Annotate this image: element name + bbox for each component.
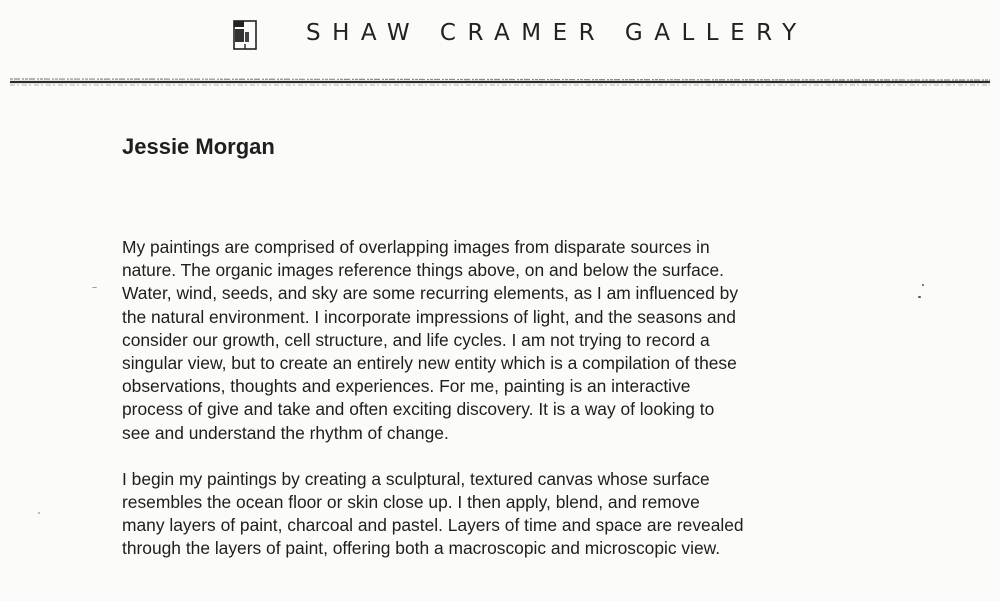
statement-paragraph [122,468,882,561]
statement-paragraph [122,236,882,445]
statement-line: through the layers of paint, offering both a macroscopic and microscopic view. [122,538,721,559]
statement-line: singular view, but to create an entirely new entity which is a compilation of these [122,353,737,374]
artist-statement [122,236,882,561]
gallery-name: SHAW CRAMER GALLERY [306,20,808,46]
artist-name: Jessie Morgan [122,134,275,159]
statement-line: observations, thoughts and experiences. For me, painting is an interactive [122,376,691,397]
statement-line: resembles the ocean floor or skin close up. I then apply, blend, and remove [122,492,700,513]
statement-line: My paintings are comprised of overlapping images from disparate sources in [122,237,710,257]
scan-speck [92,287,97,288]
statement-line: I begin my paintings by creating a sculptural, textured canvas whose surface [122,468,710,489]
letterhead [0,18,1000,58]
statement-line: nature. The organic images reference things above, on and below the surface. [122,260,724,281]
scan-speck [38,512,40,514]
statement-line: many layers of paint, charcoal and pastel. Layers of time and space are revealed [122,515,744,536]
statement-line: see and understand the rhythm of change. [122,422,449,443]
statement-line: Water, wind, seeds, and sky are some recurring elements, as I am influenced by [122,283,739,304]
statement-line: consider our growth, cell structure, and life cycles. I am not trying to record a [122,329,710,350]
statement-line: the natural environment. I incorporate impressions of light, and the seasons and [122,306,736,327]
scan-speck [918,296,921,298]
letterhead-divider [10,76,990,88]
statement-line: process of give and take and often exciting discovery. It is a way of looking to [122,399,715,420]
gallery-logo-icon [232,20,258,50]
scan-speck [922,284,924,286]
